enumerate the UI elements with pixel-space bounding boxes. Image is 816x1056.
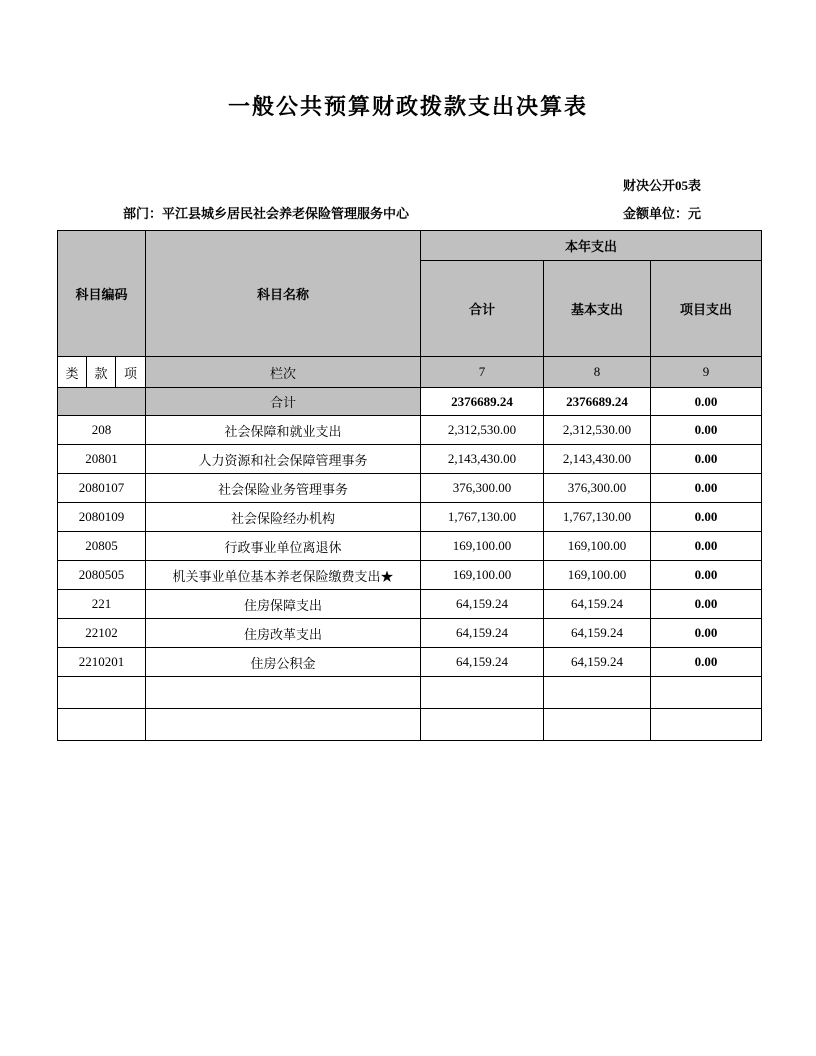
table-row (58, 561, 762, 590)
form-number-label: 财决公开05表 (622, 178, 701, 193)
cell-subject-name: 社会保险业务管理事务 (146, 474, 421, 503)
cell-total (421, 709, 544, 741)
cell-subject-code (58, 709, 146, 741)
header-col-item: 项 (116, 357, 146, 388)
header-col-section: 款 (87, 357, 116, 388)
table-row (58, 445, 762, 474)
cell-subject-code: 208 (58, 416, 146, 445)
cell-project (651, 677, 762, 709)
department-label: 部门：平江县城乡居民社会养老保险管理服务中心 (123, 206, 410, 221)
cell-basic: 64,159.24 (544, 590, 651, 619)
cell-subject-code: 2080109 (58, 503, 146, 532)
form-number-row (57, 175, 761, 194)
cell-project: 0.00 (651, 619, 762, 648)
cell-project (651, 709, 762, 741)
cell-subject-code: 2080505 (58, 561, 146, 590)
table-row (58, 532, 762, 561)
cell-subject-code: 221 (58, 590, 146, 619)
table-row (58, 590, 762, 619)
cell-total: 169,100.00 (421, 561, 544, 590)
cell-subject-name: 住房改革支出 (146, 619, 421, 648)
table-row (58, 648, 762, 677)
cell-subject-code (58, 677, 146, 709)
table-body (58, 231, 762, 741)
cell-project: 0.00 (651, 445, 762, 474)
cell-project: 0.00 (651, 561, 762, 590)
expenditure-table (57, 230, 762, 741)
cell-subject-code: 2210201 (58, 648, 146, 677)
header-subject-code: 科目编码 (58, 231, 146, 357)
cell-project: 0.00 (651, 503, 762, 532)
cell-total: 376,300.00 (421, 474, 544, 503)
cell-subject-name: 住房保障支出 (146, 590, 421, 619)
cell-basic: 1,767,130.00 (544, 503, 651, 532)
cell-project: 0.00 (651, 648, 762, 677)
cell-total: 64,159.24 (421, 590, 544, 619)
table-row (58, 416, 762, 445)
cell-subject-code: 22102 (58, 619, 146, 648)
header-total: 合计 (421, 261, 544, 357)
cell-total: 169,100.00 (421, 532, 544, 561)
cell-basic: 2,312,530.00 (544, 416, 651, 445)
header-row-1 (58, 231, 762, 261)
cell-basic: 376,300.00 (544, 474, 651, 503)
table-row (58, 474, 762, 503)
cell-subject-name: 社会保险经办机构 (146, 503, 421, 532)
header-year-expenditure: 本年支出 (421, 231, 762, 261)
cell-project: 0.00 (651, 474, 762, 503)
table-row (58, 619, 762, 648)
cell-basic (544, 709, 651, 741)
cell-basic: 2,143,430.00 (544, 445, 651, 474)
header-row-3 (58, 357, 762, 388)
meta-row (57, 203, 761, 222)
header-col-7: 7 (421, 357, 544, 388)
table-row (58, 503, 762, 532)
cell-total: 2,143,430.00 (421, 445, 544, 474)
cell-total: 64,159.24 (421, 619, 544, 648)
header-project: 项目支出 (651, 261, 762, 357)
total-row-total: 2376689.24 (421, 388, 544, 416)
cell-total (421, 677, 544, 709)
header-column-index: 栏次 (146, 357, 421, 388)
cell-total: 2,312,530.00 (421, 416, 544, 445)
cell-basic: 64,159.24 (544, 619, 651, 648)
cell-total: 1,767,130.00 (421, 503, 544, 532)
empty-table-row (58, 709, 762, 741)
cell-project: 0.00 (651, 532, 762, 561)
unit-label: 金额单位：元 (622, 206, 701, 221)
total-row-project: 0.00 (651, 388, 762, 416)
total-row-code-cell (58, 388, 146, 416)
cell-subject-name: 社会保障和就业支出 (146, 416, 421, 445)
header-subject-name: 科目名称 (146, 231, 421, 357)
cell-subject-name: 机关事业单位基本养老保险缴费支出★ (146, 561, 421, 590)
cell-subject-code: 20805 (58, 532, 146, 561)
header-col-9: 9 (651, 357, 762, 388)
header-col-8: 8 (544, 357, 651, 388)
total-row-basic: 2376689.24 (544, 388, 651, 416)
cell-basic: 169,100.00 (544, 532, 651, 561)
page-title: 一般公共预算财政拨款支出决算表 (227, 94, 588, 119)
cell-basic: 169,100.00 (544, 561, 651, 590)
cell-subject-name (146, 709, 421, 741)
cell-subject-name: 行政事业单位离退休 (146, 532, 421, 561)
cell-project: 0.00 (651, 416, 762, 445)
empty-table-row (58, 677, 762, 709)
total-row (58, 388, 762, 416)
cell-subject-name: 住房公积金 (146, 648, 421, 677)
header-col-class: 类 (58, 357, 87, 388)
cell-subject-code: 20801 (58, 445, 146, 474)
cell-basic: 64,159.24 (544, 648, 651, 677)
cell-subject-name (146, 677, 421, 709)
total-row-label: 合计 (146, 388, 421, 416)
header-basic: 基本支出 (544, 261, 651, 357)
cell-basic (544, 677, 651, 709)
cell-project: 0.00 (651, 590, 762, 619)
cell-total: 64,159.24 (421, 648, 544, 677)
cell-subject-name: 人力资源和社会保障管理事务 (146, 445, 421, 474)
cell-subject-code: 2080107 (58, 474, 146, 503)
